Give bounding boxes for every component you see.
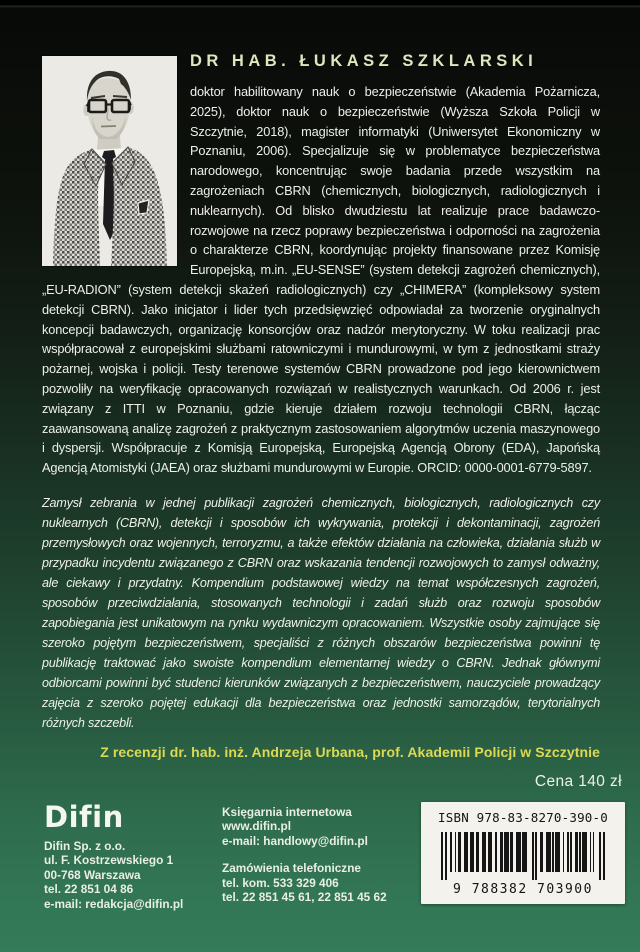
- bookstore-heading: Księgarnia internetowa: [222, 805, 352, 819]
- publisher-block: [44, 802, 216, 911]
- review-quote: Zamysł zebrania w jednej publikacji zagrożeń chemicznych, biologicznych, radiologicznych czy nuklearnych (CBRN), detekcji i sposobów ich wykrywania, protekcji i dekontaminacji, zagrożeń przemysłowych oraz wojennych, terroryzmu, a także efektów działania na człowieka, działania służb w przypadku incydentu związanego z CBRN oraz wskazania tendencji rozwojowych to zamysł odważny, ale ciekawy i przydatny. Kompendium podstawowej wiedzy na temat współczesnych zagrożeń, sposobów przeciwdziałania, stosowanych technologii i zadań służb oraz rozwoju sposobów zapobiegania jest unikatowym na rynku wydawniczym opracowaniem. Wszystkie osoby zajmujące się szeroko pojętym bezpieczeństwem, specjaliści z różnych obszarów bezpieczeństwa powinni tę publikację traktować jako swoiste kompendium elementarnej wiedzy o CBRN. Jednak głównymi odbiorcami powinni być studenci kierunków związanych z bezpieczeństwem, nauczyciele prowadzący zajęcia z szeroko pojętej edukacji dla bezpieczeństwa oraz jednostki samorządów, terytorialnych różnych szczebli.: [42, 495, 600, 730]
- author-bio: doktor habilitowany nauk o bezpieczeństwie (Akademia Pożarnicza, 2025), doktor nauk o bezpieczeństwie (Wyższa Szkoła Policji w Szczytnie, 2018), magister informatyki (Uniwersytet Ekonomiczny w Poznaniu, 2006). Specjalizuje się w problematyce bezpieczeństwa narodowego, koncentrując swoje badania przede wszystkim na zagrożeniach CBRN (chemicznych, biologicznych, radiologicznych i nuklearnych). Od blisko dwudziestu lat realizuje prace badawczo-rozwojowe na rzecz poprawy bezpieczeństwa i odporności na zagrożenia o charakterze CBRN, koordynując projekty finansowane przez Komisję Europejską, m.in. „EU-SENSE” (system detekcji zagrożeń chemicznych), „EU-RADION” (system detekcji skażeń radiologicznych) czy „CHIMERA” (kompleksowy system detekcji CBRN). Jako inicjator i lider tych przedsięwzięć odpowiadał za tworzenie oryginalnych koncepcji badawczych, organizację konsorcjów oraz nadzór merytoryczny. W toku realizacji prac współpracował z europejskimi służbami ratowniczymi i mundurowymi, w tym z jednostkami straży pożarnej, wojska i policji. Testy terenowe systemów CBRN prowadzone pod jego kierownictwem pozwoliły na weryfikację opracowanych rozwiązań w realistycznych warunkach. Od 2006 r. jest związany z ITTI w Poznaniu, gdzie kieruje działem rozwoju technologii CBRN, łącząc zaawansowaną analizę zagrożeń z praktycznym zastosowaniem algorytmów uczenia maszynowego i dyspersji. Współpracuje z Komisją Europejską, Europejską Agencją Obrony (EDA), Japońską Agencją Atomistyki (JAEA) oraz służbami mundurowymi w Europie. ORCID: 0000-0001-6779-5897.: [42, 84, 600, 476]
- publisher-phone: tel. 22 851 04 86: [44, 882, 134, 897]
- back-cover-content: [42, 50, 622, 791]
- bookstore-block: [222, 805, 420, 904]
- orders-phone-landline: tel. 22 851 45 61, 22 851 45 62: [222, 890, 387, 905]
- publisher-footer: [44, 802, 625, 911]
- publisher-address-line: ul. F. Kostrzewskiego 1: [44, 853, 174, 868]
- publisher-address-line: Difin Sp. z o.o.: [44, 839, 126, 853]
- spacer: [222, 848, 420, 861]
- author-portrait-image: [42, 56, 177, 266]
- review-source: Z recenzji dr. hab. inż. Andrzeja Urbana, prof. Akademii Policji w Szczytnie: [100, 743, 600, 760]
- isbn-box: [421, 802, 625, 904]
- orders-heading: Zamówienia telefoniczne: [222, 861, 361, 876]
- bookstore-website: www.difin.pl: [222, 819, 292, 834]
- barcode: [441, 832, 604, 880]
- barcode-number: 9 788382 703900: [453, 882, 593, 897]
- price-label: Cena 140 zł: [534, 772, 622, 790]
- orders-phone-mobile: tel. kom. 533 329 406: [222, 875, 339, 890]
- author-name-title: DR HAB. ŁUKASZ SZKLARSKI: [190, 52, 538, 70]
- publisher-address-line: 00-768 Warszawa: [44, 867, 141, 882]
- author-photo: [42, 56, 177, 266]
- bookstore-email: e-mail: handlowy@difin.pl: [222, 833, 368, 848]
- isbn-label: ISBN 978-83-8270-390-0: [438, 810, 608, 825]
- publisher-email: e-mail: redakcja@difin.pl: [44, 896, 184, 911]
- publisher-logo: Difin: [44, 800, 124, 834]
